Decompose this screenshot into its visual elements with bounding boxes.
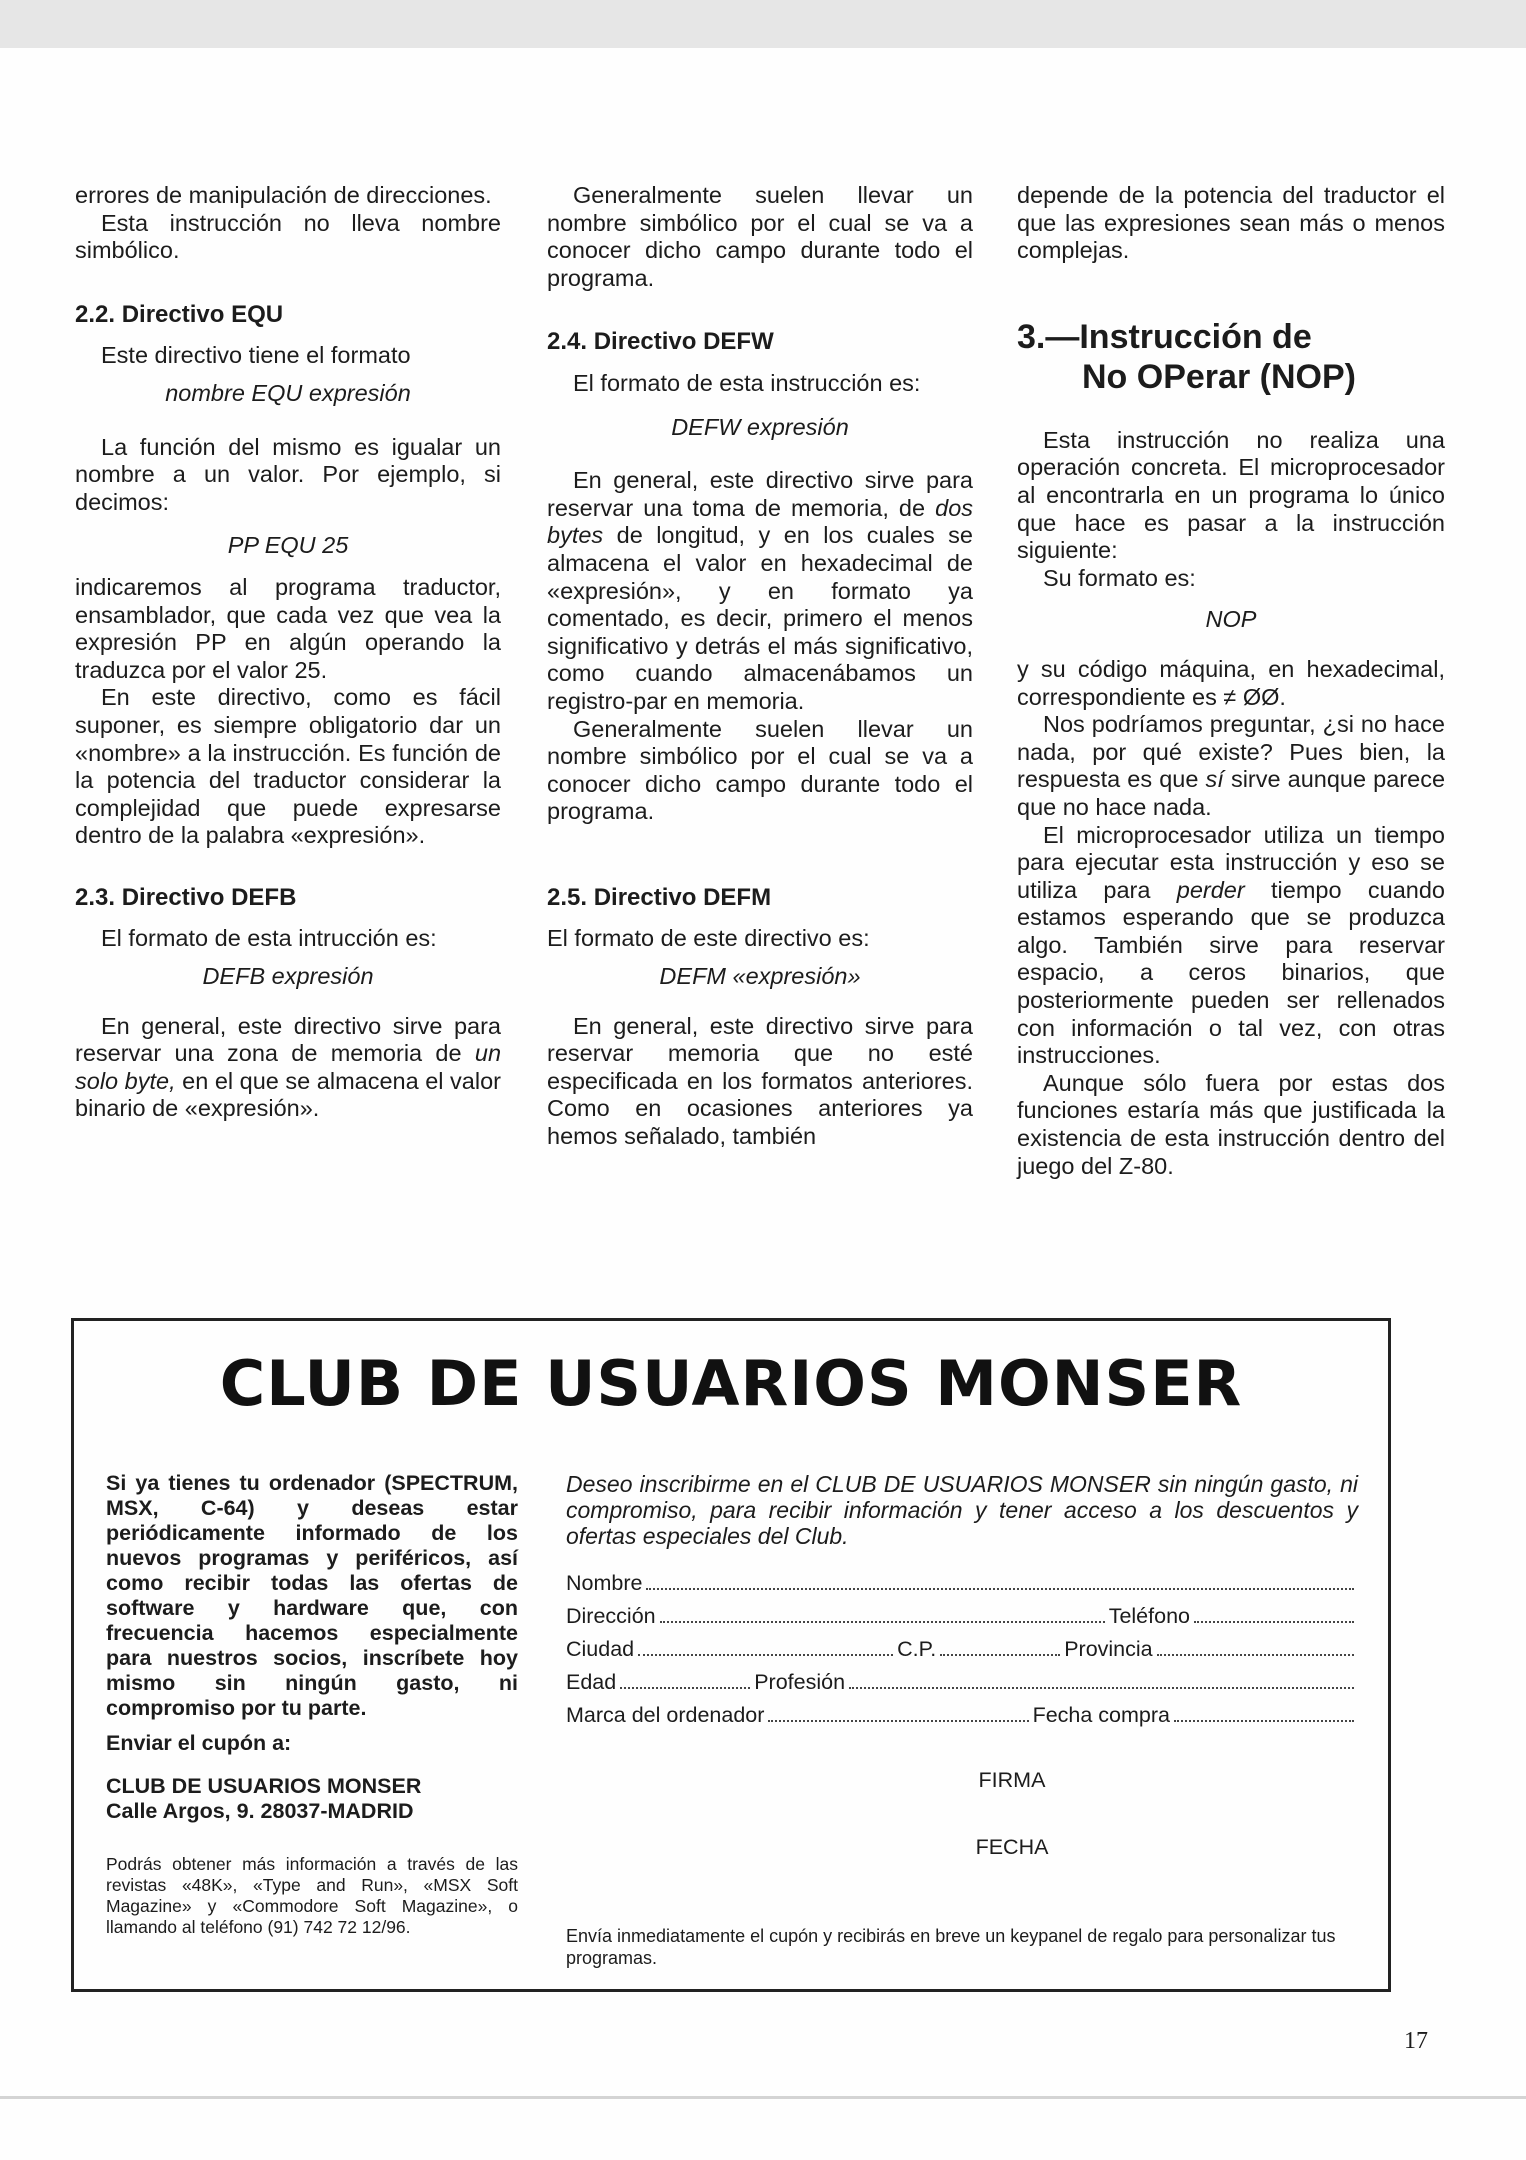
coupon-address: CLUB DE USUARIOS MONSER Calle Argos, 9. 28037-MADRID [106,1774,422,1823]
coupon-intro: Deseo inscribirme en el CLUB DE USUARIOS MONSER sin ningún gasto, ni compromiso, para recibir información y tener acceso a los descuentos y ofertas especiales del Club. [566,1471,1358,1549]
section-heading-defb: 2.3. Directivo DEFB [75,883,297,911]
section-heading-equ: 2.2. Directivo EQU [75,300,284,328]
paragraph: En general, este directivo sirve para reservar una toma de memoria, de dos bytes de longitud, y en los cuales se almacena el valor en hexadecimal de «expresión», y en formato ya comentado, es decir, primero el menos significativo y detrás el más significativo, como cuando almacenábamos un registro-par en memoria. [547,467,974,714]
column-2 [547,182,973,1151]
paragraph: Esta instrucción no lleva nombre simbólico. [75,209,501,264]
example-syntax: PP EQU 25 [227,532,349,559]
paragraph: Aunque sólo fuera por estas dos funciones estaría más que justificada la existencia de esta instrucción dentro del juego del Z-80. [1017,1069,1445,1179]
section-heading-defw: 2.4. Directivo DEFW [547,328,774,356]
direccion-field[interactable] [660,1620,1105,1623]
heading-line: No OPerar (NOP) [1082,357,1356,396]
club-coupon-box [71,1318,1391,1992]
paragraph: depende de la potencia del traductor el que las expresiones sean más o menos complejas. [1017,182,1445,264]
fecha-compra-field[interactable] [1174,1719,1354,1722]
format-syntax: nombre EQU expresión [165,379,411,406]
telefono-field[interactable] [1194,1620,1354,1623]
page-number: 17 [1404,2028,1428,2054]
coupon-send-to: Enviar el cupón a: [106,1731,292,1755]
paragraph: En general, este directivo sirve para reservar una zona de memoria de un solo byte, en el que se almacena el valor binario de «expresión». [75,1012,502,1122]
profesion-field[interactable] [849,1686,1354,1689]
paragraph: En este directivo, como es fácil suponer, es siempre obligatorio dar un «nombre» a la instrucción. Es función de la potencia del traductor considerar la complejidad que puede expresarse dentro de la palabra «expresión». [75,684,501,849]
coupon-pitch: Si ya tienes tu ordenador (SPECTRUM, MSX, C-64) y deseas estar periódicamente informado de los nuevos programas y periféricos, así como recibir todas las ofertas de software y hardware que, con frecuencia hacemos especialmente para nuestros socios, inscríbete hoy mismo sin ningún gasto, ni compromiso por tu parte. [106,1471,518,1720]
page-top-edge [0,0,1526,48]
paragraph: Generalmente suelen llevar un nombre simbólico por el cual se va a conocer dicho campo durante todo el programa. [547,715,973,825]
section-heading-nop [1017,317,1445,397]
paragraph: El formato de esta instrucción es: [573,369,921,396]
paragraph: El formato de esta intrucción es: [101,925,437,952]
heading-line: 3.—Instrucción de [1017,317,1312,356]
provincia-field[interactable] [1157,1653,1354,1656]
ciudad-field[interactable] [638,1653,893,1656]
field-row-edad: Edad Profesión [566,1670,1358,1703]
paragraph: y su código máquina, en hexadecimal, correspondiente es ≠ ØØ. [1017,655,1445,710]
coupon-form [566,1471,1358,1860]
paragraph: El formato de este directivo es: [547,925,870,952]
field-row-direccion: Dirección Teléfono [566,1604,1358,1637]
firma-label: FIRMA [978,1768,1046,1792]
cp-field[interactable] [940,1653,1060,1656]
coupon-title: CLUB DE USUARIOS MONSER [219,1347,1243,1420]
format-syntax: NOP [1205,606,1257,633]
paragraph: Su formato es: [1043,564,1196,591]
paragraph: Nos podríamos preguntar, ¿si no hace nada, por qué existe? Pues bien, la respuesta es que sí sirve aunque parece que no hace nada. [1017,711,1446,820]
marca-field[interactable] [768,1719,1028,1722]
format-syntax: DEFW expresión [671,413,849,440]
paragraph: indicaremos al programa traductor, ensamblador, que cada vez que vea la expresión PP en algún operando la traduzca por el valor 25. [75,573,501,683]
section-heading-defm: 2.5. Directivo DEFM [547,883,772,911]
coupon-more-info: Podrás obtener más información a través de las revistas «48K», «Type and Run», «MSX Soft Magazine» y «Commodore Soft Magazine», o llamando al teléfono (91) 742 72 12/96. [106,1854,518,1937]
paragraph: Este directivo tiene el formato [101,342,411,369]
field-row-ciudad: Ciudad C.P. Provincia [566,1637,1358,1670]
column-1 [75,182,501,1123]
paragraph: Esta instrucción no realiza una operación concreta. El microprocesador al encontrarla en un programa lo único que hace es pasar a la instrucción siguiente: [1017,426,1445,564]
paragraph: Generalmente suelen llevar un nombre simbólico por el cual se va a conocer dicho campo durante todo el programa. [547,182,973,291]
nombre-field[interactable] [646,1587,1354,1590]
format-syntax: DEFB expresión [202,963,374,990]
fecha-label: FECHA [975,1835,1049,1859]
paragraph: En general, este directivo sirve para reservar memoria que no esté especificada en los formatos anteriores. Como en ocasiones anteriores ya hemos señalado, también [547,1012,973,1150]
paragraph: La función del mismo es igualar un nombre a un valor. Por ejemplo, si decimos: [75,433,501,515]
edad-field[interactable] [620,1686,750,1689]
field-row-marca: Marca del ordenador Fecha compra [566,1703,1358,1736]
paragraph: errores de manipulación de direcciones. [75,182,492,208]
paragraph: El microprocesador utiliza un tiempo para ejecutar esta instrucción y eso se utiliza para perder tiempo cuando estamos esperando que se produzca algo. También sirve para reservar espacio, a ceros binarios, que posteriormente pueden ser rellenados con información o tal vez, con otras instrucciones. [1017,821,1445,1069]
page-bottom-edge [0,2096,1526,2099]
column-3 [1017,182,1445,1180]
field-row-nombre: Nombre [566,1571,1358,1604]
format-syntax: DEFM «expresión» [659,963,861,990]
coupon-footnote: Envía inmediatamente el cupón y recibirás en breve un keypanel de regalo para personalizar tus programas. [566,1926,1336,1968]
coupon-info [106,1471,518,1948]
